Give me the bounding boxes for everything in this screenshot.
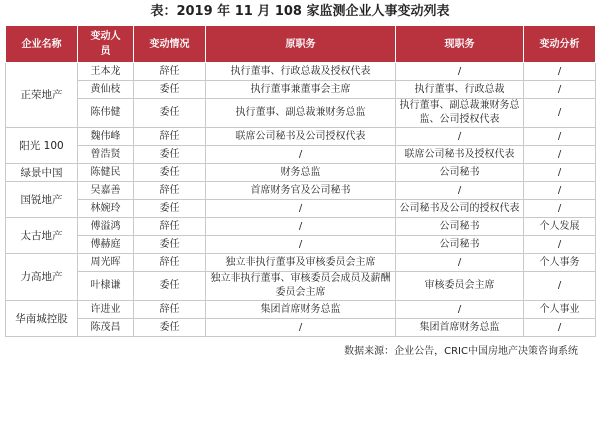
header-old-position: 原职务 [206, 26, 396, 63]
table-row [6, 236, 596, 254]
person-cell: 魏伟峰 [78, 128, 134, 146]
person-cell: 陈茂昌 [78, 319, 134, 337]
analysis-cell: / [524, 99, 596, 128]
new-position-cell: 公司秘书及公司的授权代表 [396, 200, 524, 218]
analysis-cell: / [524, 146, 596, 164]
header-company: 企业名称 [6, 26, 78, 63]
new-position-cell: 执行董事、行政总裁 [396, 81, 524, 99]
old-position-cell: / [206, 146, 396, 164]
table-row [6, 254, 596, 272]
change-cell: 委任 [134, 236, 206, 254]
person-cell: 许进业 [78, 301, 134, 319]
person-cell: 傅溢鸿 [78, 218, 134, 236]
change-cell: 委任 [134, 164, 206, 182]
analysis-cell: / [524, 63, 596, 81]
new-position-cell: 执行董事、副总裁兼财务总监、公司授权代表 [396, 99, 524, 128]
header-change: 变动情况 [134, 26, 206, 63]
analysis-cell: / [524, 128, 596, 146]
person-cell: 周光晖 [78, 254, 134, 272]
header-person: 变动人员 [78, 26, 134, 63]
person-cell: 黄仙枝 [78, 81, 134, 99]
new-position-cell: 审核委员会主席 [396, 272, 524, 301]
old-position-cell: 独立非执行董事、审核委员会成员及薪酬委员会主席 [206, 272, 396, 301]
new-position-cell: 公司秘书 [396, 218, 524, 236]
old-position-cell: / [206, 200, 396, 218]
company-cell: 国锐地产 [6, 182, 78, 218]
table-row [6, 63, 596, 81]
table-row [6, 200, 596, 218]
new-position-cell: 公司秘书 [396, 164, 524, 182]
table-row [6, 182, 596, 200]
analysis-cell: / [524, 200, 596, 218]
header-analysis: 变动分析 [524, 26, 596, 63]
analysis-cell: / [524, 319, 596, 337]
company-cell: 太古地产 [6, 218, 78, 254]
table-row [6, 301, 596, 319]
table-row [6, 146, 596, 164]
person-cell: 林婉玲 [78, 200, 134, 218]
old-position-cell: 执行董事兼董事会主席 [206, 81, 396, 99]
table-row [6, 218, 596, 236]
change-cell: 辞任 [134, 128, 206, 146]
person-cell: 傅赫庭 [78, 236, 134, 254]
person-cell: 吴嘉善 [78, 182, 134, 200]
old-position-cell: 首席财务官及公司秘书 [206, 182, 396, 200]
new-position-cell: 集团首席财务总监 [396, 319, 524, 337]
analysis-cell: / [524, 182, 596, 200]
table-row [6, 272, 596, 301]
new-position-cell: 公司秘书 [396, 236, 524, 254]
person-cell: 曾浩贤 [78, 146, 134, 164]
data-source-note: 数据来源：企业公告，CRIC中国房地产决策咨询系统 [344, 346, 578, 357]
table-row [6, 128, 596, 146]
table-row [6, 319, 596, 337]
new-position-cell: / [396, 128, 524, 146]
old-position-cell: 联席公司秘书及公司授权代表 [206, 128, 396, 146]
change-cell: 辞任 [134, 182, 206, 200]
person-cell: 叶棣谦 [78, 272, 134, 301]
company-cell: 正荣地产 [6, 63, 78, 128]
new-position-cell: 联席公司秘书及授权代表 [396, 146, 524, 164]
company-cell: 力高地产 [6, 254, 78, 301]
analysis-cell: 个人事业 [524, 301, 596, 319]
new-position-cell: / [396, 63, 524, 81]
analysis-cell: / [524, 236, 596, 254]
change-cell: 辞任 [134, 63, 206, 81]
new-position-cell: / [396, 182, 524, 200]
change-cell: 辞任 [134, 218, 206, 236]
person-cell: 王本龙 [78, 63, 134, 81]
change-cell: 委任 [134, 99, 206, 128]
old-position-cell: 财务总监 [206, 164, 396, 182]
company-cell: 阳光 100 [6, 128, 78, 164]
change-cell: 辞任 [134, 301, 206, 319]
change-cell: 委任 [134, 200, 206, 218]
person-cell: 陈健民 [78, 164, 134, 182]
analysis-cell: / [524, 164, 596, 182]
header-row [6, 26, 596, 63]
analysis-cell: 个人发展 [524, 218, 596, 236]
company-cell: 绿景中国 [6, 164, 78, 182]
old-position-cell: 执行董事、行政总裁及授权代表 [206, 63, 396, 81]
old-position-cell: / [206, 218, 396, 236]
analysis-cell: 个人事务 [524, 254, 596, 272]
change-cell: 委任 [134, 81, 206, 99]
old-position-cell: 独立非执行董事及审核委员会主席 [206, 254, 396, 272]
table-title: 表：2019 年 11 月 108 家监测企业人事变动列表 [150, 4, 450, 19]
personnel-change-table [5, 25, 596, 337]
new-position-cell: / [396, 254, 524, 272]
table-row [6, 164, 596, 182]
change-cell: 辞任 [134, 254, 206, 272]
old-position-cell: 集团首席财务总监 [206, 301, 396, 319]
header-new-position: 现职务 [396, 26, 524, 63]
new-position-cell: / [396, 301, 524, 319]
change-cell: 委任 [134, 272, 206, 301]
change-cell: 委任 [134, 146, 206, 164]
change-cell: 委任 [134, 319, 206, 337]
table-row [6, 99, 596, 128]
old-position-cell: / [206, 236, 396, 254]
old-position-cell: 执行董事、副总裁兼财务总监 [206, 99, 396, 128]
person-cell: 陈伟健 [78, 99, 134, 128]
old-position-cell: / [206, 319, 396, 337]
analysis-cell: / [524, 272, 596, 301]
company-cell: 华南城控股 [6, 301, 78, 337]
table-row [6, 81, 596, 99]
analysis-cell: / [524, 81, 596, 99]
